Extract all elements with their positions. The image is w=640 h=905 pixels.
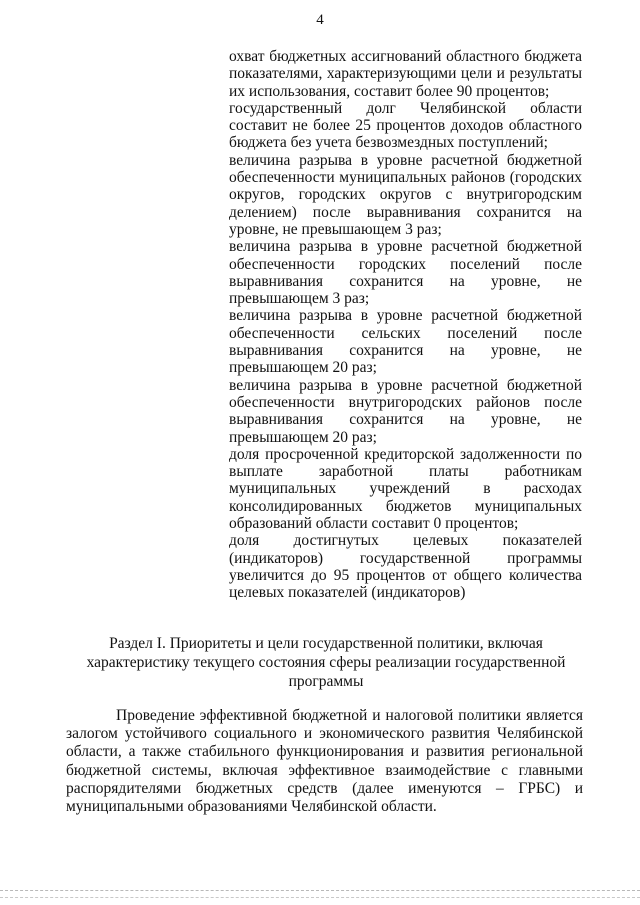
section-intro-paragraph: Проведение эффективной бюджетной и налоговой политики является залогом устойчивого социального и экономического развития Челябинской области, а также стабильного функционирования и развития региональной бюджетной системы, включая эффективное взаимодействие с главными распорядителями бюджетных средств (далее именуются – ГРБС) и муниципальными образованиями Челябинской области. [66,707,583,816]
scan-edge-line [0,897,640,898]
page-number: 4 [316,12,324,28]
bullet-budget-coverage: охват бюджетных ассигнований областного бюджета показателями, характеризующими цели и результаты их использования, составит более 90 процентов; [229,48,582,100]
bullet-municipal-districts-gap: величина разрыва в уровне расчетной бюджетной обеспеченности муниципальных районов (городских округов, городских округов с внутригородским делением) после выравнивания сохранится на уровне, не превышающем 3 раз; [229,151,582,238]
bullet-achieved-indicators: доля достигнутых целевых показателей (индикаторов) государственной программы увеличится до 95 процентов от общего количества целевых показателей (индикаторов) [229,532,582,602]
bullet-intracity-districts-gap: величина разрыва в уровне расчетной бюджетной обеспеченности внутригородских районов после выравнивания сохранится на уровне, не превышающем 20 раз; [229,376,582,446]
bullet-state-debt: государственный долг Челябинской области составит не более 25 процентов доходов областного бюджета без учета безвозмездных поступлений; [229,99,582,152]
target-indicators-list [229,48,582,602]
bullet-overdue-payables: доля просроченной кредиторской задолженности по выплате заработной платы работникам муниципальных учреждений в расходах консолидированных бюджетов муниципальных образований области составит 0 процентов; [229,445,582,533]
bullet-urban-settlements-gap: величина разрыва в уровне расчетной бюджетной обеспеченности городских поселений после выравнивания сохранится на уровне, не превышающем 3 раз; [229,238,582,308]
bullet-rural-settlements-gap: величина разрыва в уровне расчетной бюджетной обеспеченности сельских поселений после выравнивания сохранится на уровне, не превышающем 20 раз; [229,307,582,377]
section-heading: Раздел I. Приоритеты и цели государственной политики, включая характеристику текущего состояния сферы реализации государственной программы [86,635,566,690]
scan-edge-line [0,890,640,891]
